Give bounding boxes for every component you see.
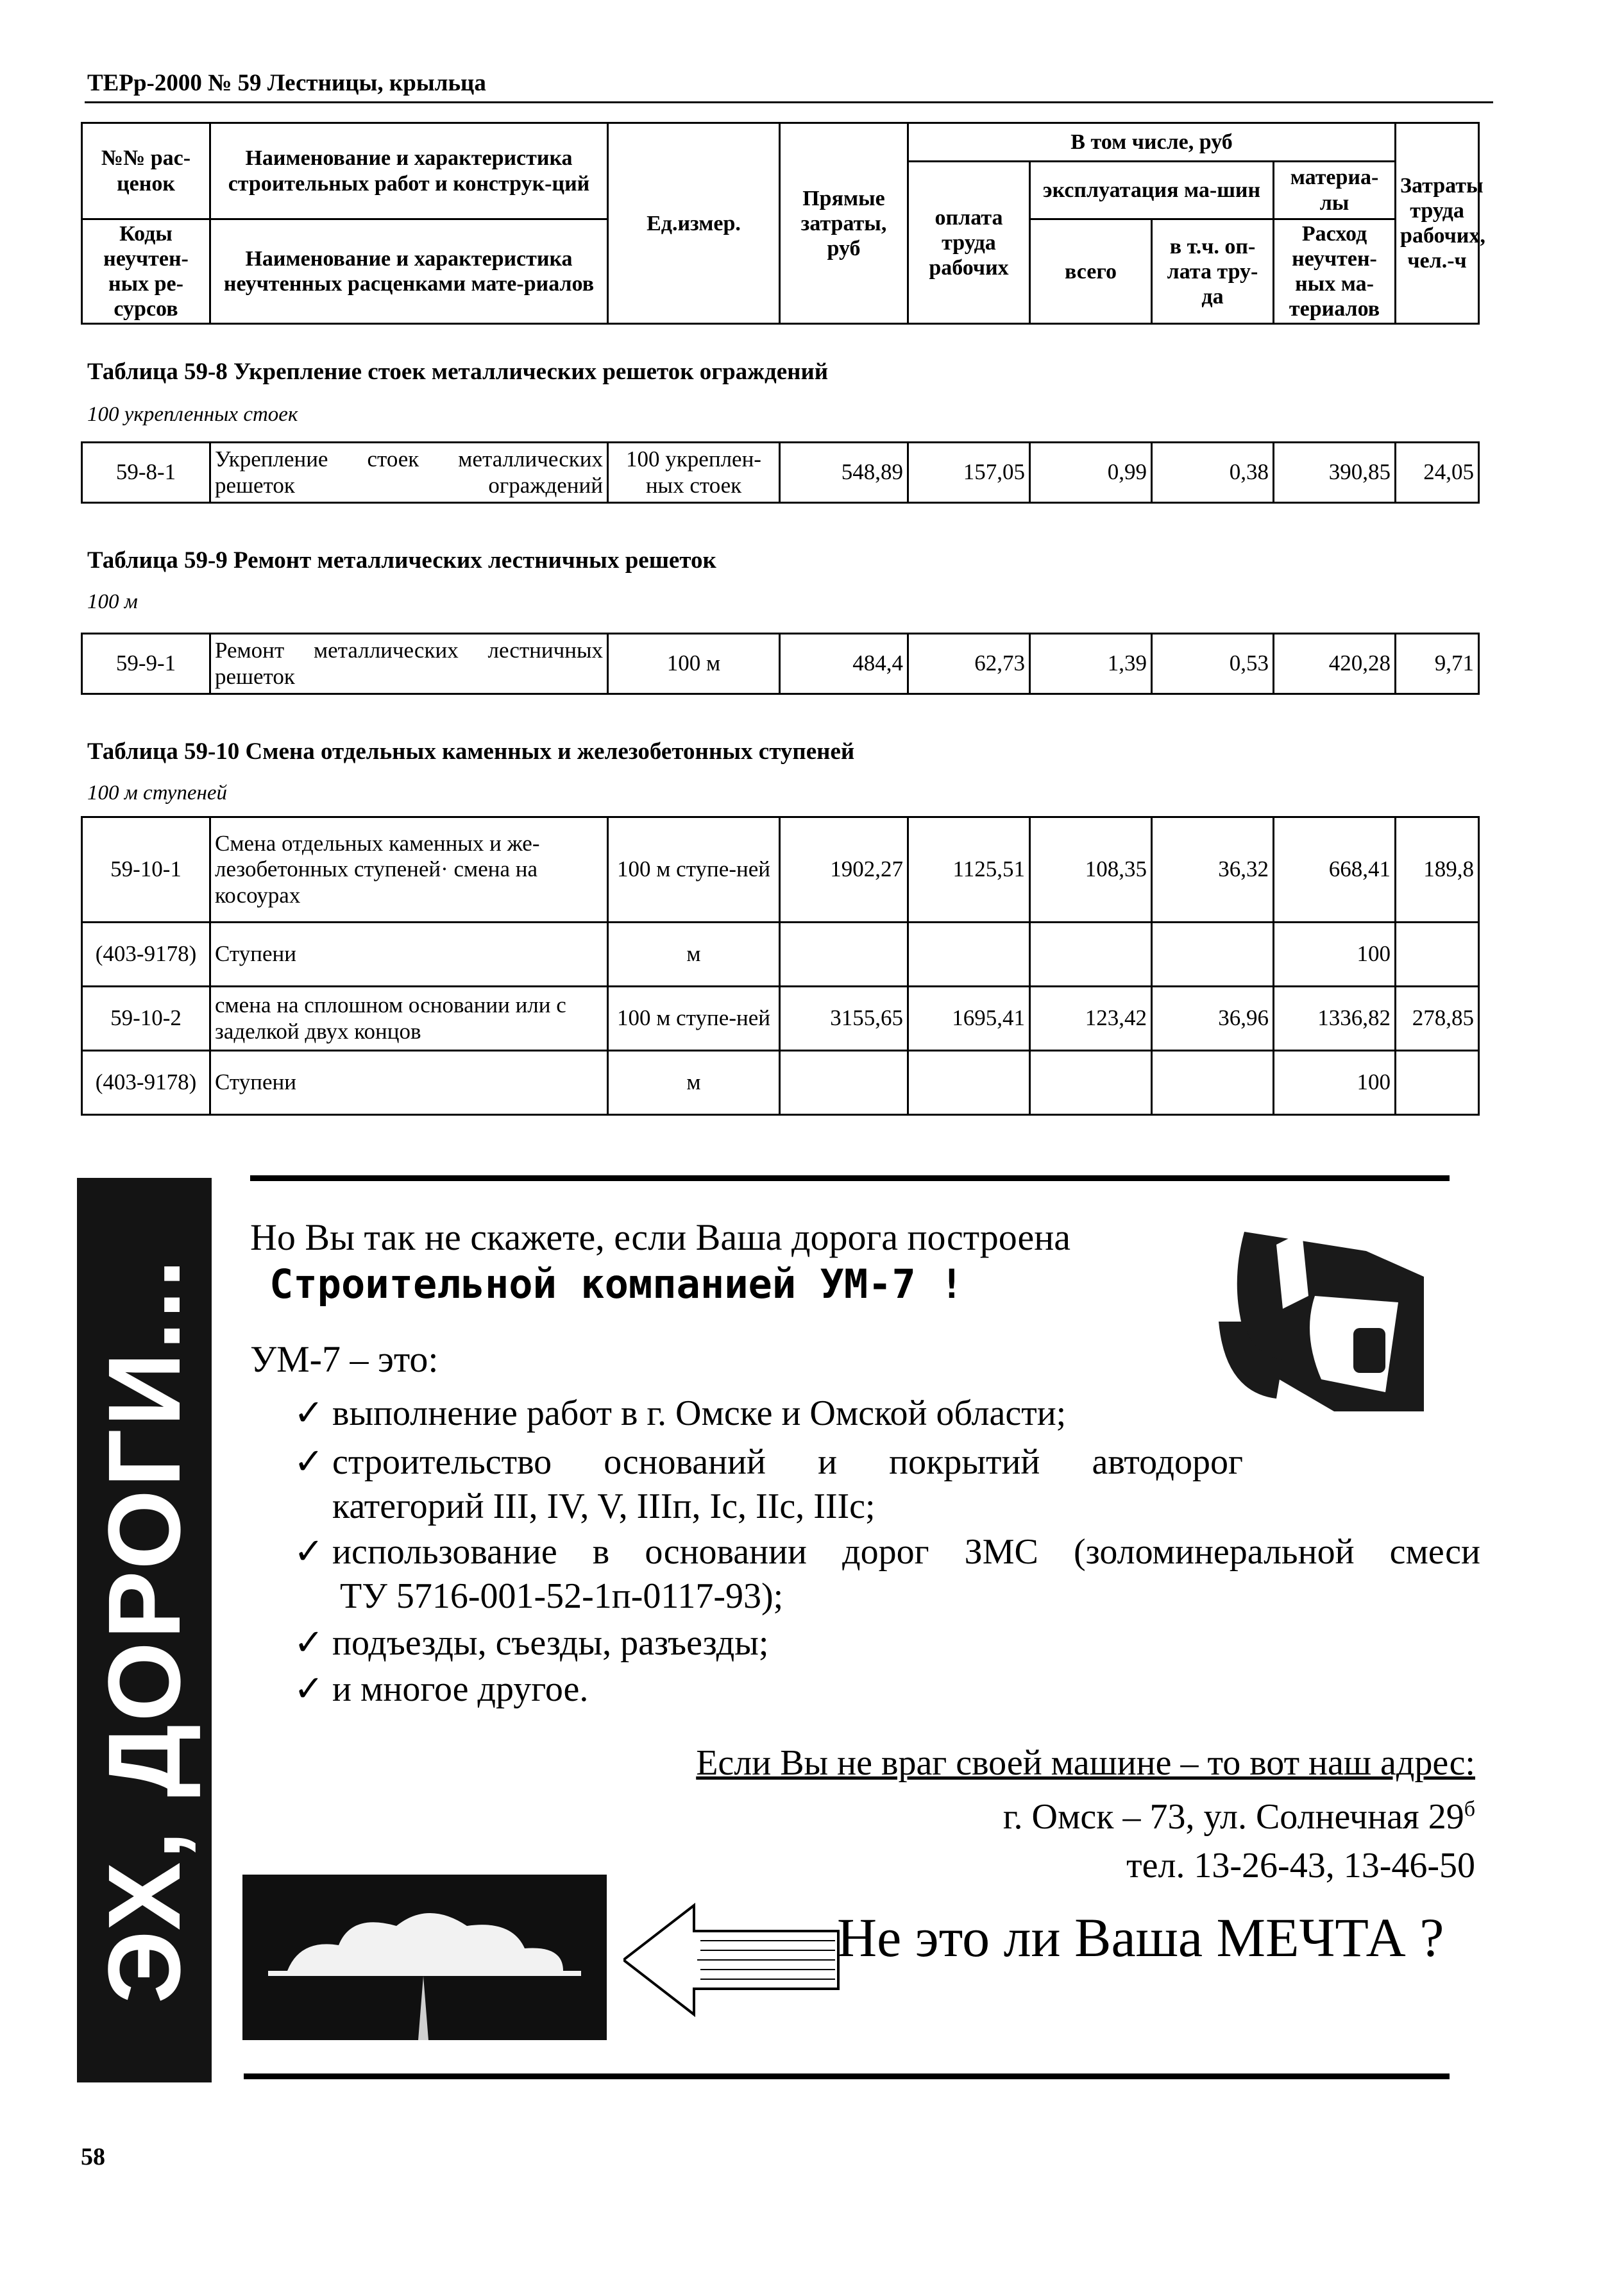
ad-side-banner bbox=[77, 1178, 212, 2082]
machines-cell: 123,42 bbox=[1030, 987, 1152, 1051]
horizon-line bbox=[268, 1971, 581, 1976]
ad-headline: Но Вы так не скажете, если Ваша дорога построена bbox=[250, 1216, 1071, 1258]
machines-cell: 1,39 bbox=[1030, 634, 1152, 694]
colhead-nn: №№ рас-ценок bbox=[82, 123, 210, 219]
table-59-10 bbox=[81, 816, 1480, 1116]
list-item bbox=[294, 1392, 1066, 1434]
table-59-9-title: Таблица 59-9 Ремонт металлических лестничных решеток bbox=[87, 547, 716, 574]
list-item bbox=[294, 1622, 768, 1664]
unit-cell: 100 м ступе-ней bbox=[608, 817, 780, 923]
list-item bbox=[294, 1441, 1243, 1483]
unit-cell: 100 укреплен-ных стоек bbox=[608, 443, 780, 503]
direct-cell: 548,89 bbox=[780, 443, 908, 503]
table-59-9 bbox=[81, 633, 1480, 695]
ad-dream: Не это ли Ваша МЕЧТА ? bbox=[837, 1907, 1444, 1968]
colhead-codes: Коды неучтен-ных ре-сурсов bbox=[82, 219, 210, 324]
column-header-table bbox=[81, 122, 1485, 325]
materials-cell: 100 bbox=[1274, 1051, 1396, 1115]
check-icon: ✓ bbox=[294, 1393, 324, 1433]
table-row bbox=[82, 1051, 1479, 1115]
road-illustration bbox=[242, 1875, 607, 2040]
ad-address bbox=[770, 1796, 1475, 1837]
name-cell: Ремонт металлических лестничных решеток bbox=[210, 634, 608, 694]
name-cell: Укрепление стоек металлических решеток ограждений bbox=[210, 443, 608, 503]
table-row bbox=[82, 817, 1479, 923]
table-59-8-title: Таблица 59-8 Укрепление стоек металлических решеток ограждений bbox=[87, 359, 829, 385]
materials-cell: 1336,82 bbox=[1274, 987, 1396, 1051]
bullet-continuation: ТУ 5716-001-52-1п-0117-93); bbox=[340, 1576, 784, 1616]
code-cell: 59-8-1 bbox=[82, 443, 210, 503]
excavator-illustration bbox=[1206, 1206, 1437, 1437]
materials-cell: 668,41 bbox=[1274, 817, 1396, 923]
list-item bbox=[294, 1531, 1480, 1572]
address-text: г. Омск – 73, ул. Солнечная 29 bbox=[1002, 1797, 1464, 1837]
name-cell: Ступени bbox=[210, 923, 608, 987]
bullet-text: подъезды, съезды, разъезды; bbox=[332, 1623, 769, 1663]
colhead-labor: Затраты труда рабочих, чел.-ч bbox=[1396, 123, 1479, 324]
ad-side-text: ЭХ, ДОРОГИ... bbox=[87, 1256, 201, 2004]
bullet-text: и многое другое. bbox=[332, 1669, 589, 1709]
unit-cell: 100 м bbox=[608, 634, 780, 694]
pay-cell: 62,73 bbox=[908, 634, 1030, 694]
resource-code-cell: (403-9178) bbox=[82, 1051, 210, 1115]
code-cell: 59-10-1 bbox=[82, 817, 210, 923]
name-cell: смена на сплошном основании или с заделкой двух концов bbox=[210, 987, 608, 1051]
unit-cell: 100 м ступе-ней bbox=[608, 987, 780, 1051]
colhead-incl: В том числе, руб bbox=[908, 123, 1396, 162]
name-cell: Ступени bbox=[210, 1051, 608, 1115]
labor-cell: 9,71 bbox=[1396, 634, 1479, 694]
colhead-total: всего bbox=[1030, 219, 1152, 324]
left-arrow-icon bbox=[623, 1902, 842, 2018]
code-cell: 59-9-1 bbox=[82, 634, 210, 694]
check-icon: ✓ bbox=[294, 1532, 324, 1572]
running-header: ТЕРр-2000 № 59 Лестницы, крыльца bbox=[87, 70, 486, 96]
table-row bbox=[82, 987, 1479, 1051]
table-row bbox=[82, 923, 1479, 987]
table-row bbox=[82, 443, 1479, 503]
materials-cell: 390,85 bbox=[1274, 443, 1396, 503]
labor-cell: 24,05 bbox=[1396, 443, 1479, 503]
table-59-8 bbox=[81, 441, 1480, 504]
colhead-name2: Наименование и характеристика неучтенных расценками мате-риалов bbox=[210, 219, 608, 324]
colhead-machines: эксплуатация ма-шин bbox=[1030, 162, 1274, 219]
list-item bbox=[294, 1668, 588, 1710]
labor-cell: 189,8 bbox=[1396, 817, 1479, 923]
direct-cell: 3155,65 bbox=[780, 987, 908, 1051]
check-icon: ✓ bbox=[294, 1669, 324, 1709]
machines-pay-cell: 36,96 bbox=[1152, 987, 1274, 1051]
colhead-pay: оплата труда рабочих bbox=[908, 162, 1030, 324]
resource-code-cell: (403-9178) bbox=[82, 923, 210, 987]
materials-cell: 420,28 bbox=[1274, 634, 1396, 694]
table-row bbox=[82, 634, 1479, 694]
machines-pay-cell: 0,53 bbox=[1152, 634, 1274, 694]
direct-cell: 484,4 bbox=[780, 634, 908, 694]
page-number: 58 bbox=[81, 2143, 105, 2170]
colhead-incl-pay: в т.ч. оп-лата тру-да bbox=[1152, 219, 1274, 324]
bullet-text: выполнение работ в г. Омске и Омской области; bbox=[332, 1393, 1067, 1433]
ad-brand: Строительной компанией УМ-7 ! bbox=[269, 1261, 964, 1307]
machines-pay-cell: 0,38 bbox=[1152, 443, 1274, 503]
check-icon: ✓ bbox=[294, 1623, 324, 1663]
table-59-10-title: Таблица 59-10 Смена отдельных каменных и железобетонных ступеней bbox=[87, 738, 855, 765]
ad-bottom-rule bbox=[244, 2073, 1450, 2079]
labor-cell: 278,85 bbox=[1396, 987, 1479, 1051]
unit-cell: м bbox=[608, 1051, 780, 1115]
code-cell: 59-10-2 bbox=[82, 987, 210, 1051]
direct-cell: 1902,27 bbox=[780, 817, 908, 923]
ad-intro: УМ-7 – это: bbox=[250, 1338, 439, 1380]
pay-cell: 157,05 bbox=[908, 443, 1030, 503]
table-59-9-unit: 100 м bbox=[87, 590, 138, 613]
excavator-seat bbox=[1353, 1328, 1385, 1373]
address-superscript: б bbox=[1464, 1797, 1475, 1821]
colhead-direct: Прямые затраты, руб bbox=[780, 123, 908, 324]
machines-pay-cell: 36,32 bbox=[1152, 817, 1274, 923]
ad-top-rule bbox=[250, 1175, 1450, 1181]
bullet-text: строительство оснований и покрытий автодорог bbox=[332, 1442, 1243, 1482]
colhead-unit: Ед.измер. bbox=[608, 123, 780, 324]
pay-cell: 1125,51 bbox=[908, 817, 1030, 923]
colhead-materials: материа-лы bbox=[1274, 162, 1396, 219]
bullet-continuation: категорий III, IV, V, IIIп, Iс, IIс, IIIс; bbox=[332, 1486, 875, 1526]
name-cell: Смена отдельных каменных и же-лезобетонных ступеней· смена на косоурах bbox=[210, 817, 608, 923]
check-icon: ✓ bbox=[294, 1442, 324, 1482]
unit-cell: м bbox=[608, 923, 780, 987]
colhead-consumption: Расход неучтен-ных ма-териалов bbox=[1274, 219, 1396, 324]
materials-cell: 100 bbox=[1274, 923, 1396, 987]
pay-cell: 1695,41 bbox=[908, 987, 1030, 1051]
machines-cell: 108,35 bbox=[1030, 817, 1152, 923]
colhead-name: Наименование и характеристика строительных работ и конструк-ций bbox=[210, 123, 608, 219]
table-59-10-unit: 100 м ступеней bbox=[87, 781, 228, 804]
ad-phone: тел. 13-26-43, 13-46-50 bbox=[1126, 1846, 1475, 1886]
table-59-8-unit: 100 укрепленных стоек bbox=[87, 403, 298, 426]
machines-cell: 0,99 bbox=[1030, 443, 1152, 503]
ad-cta: Если Вы не враг своей машине – то вот наш адрес: bbox=[696, 1743, 1475, 1783]
header-rule bbox=[85, 101, 1493, 103]
bullet-text: использование в основании дорог ЗМС (золоминеральной смеси bbox=[332, 1532, 1480, 1572]
